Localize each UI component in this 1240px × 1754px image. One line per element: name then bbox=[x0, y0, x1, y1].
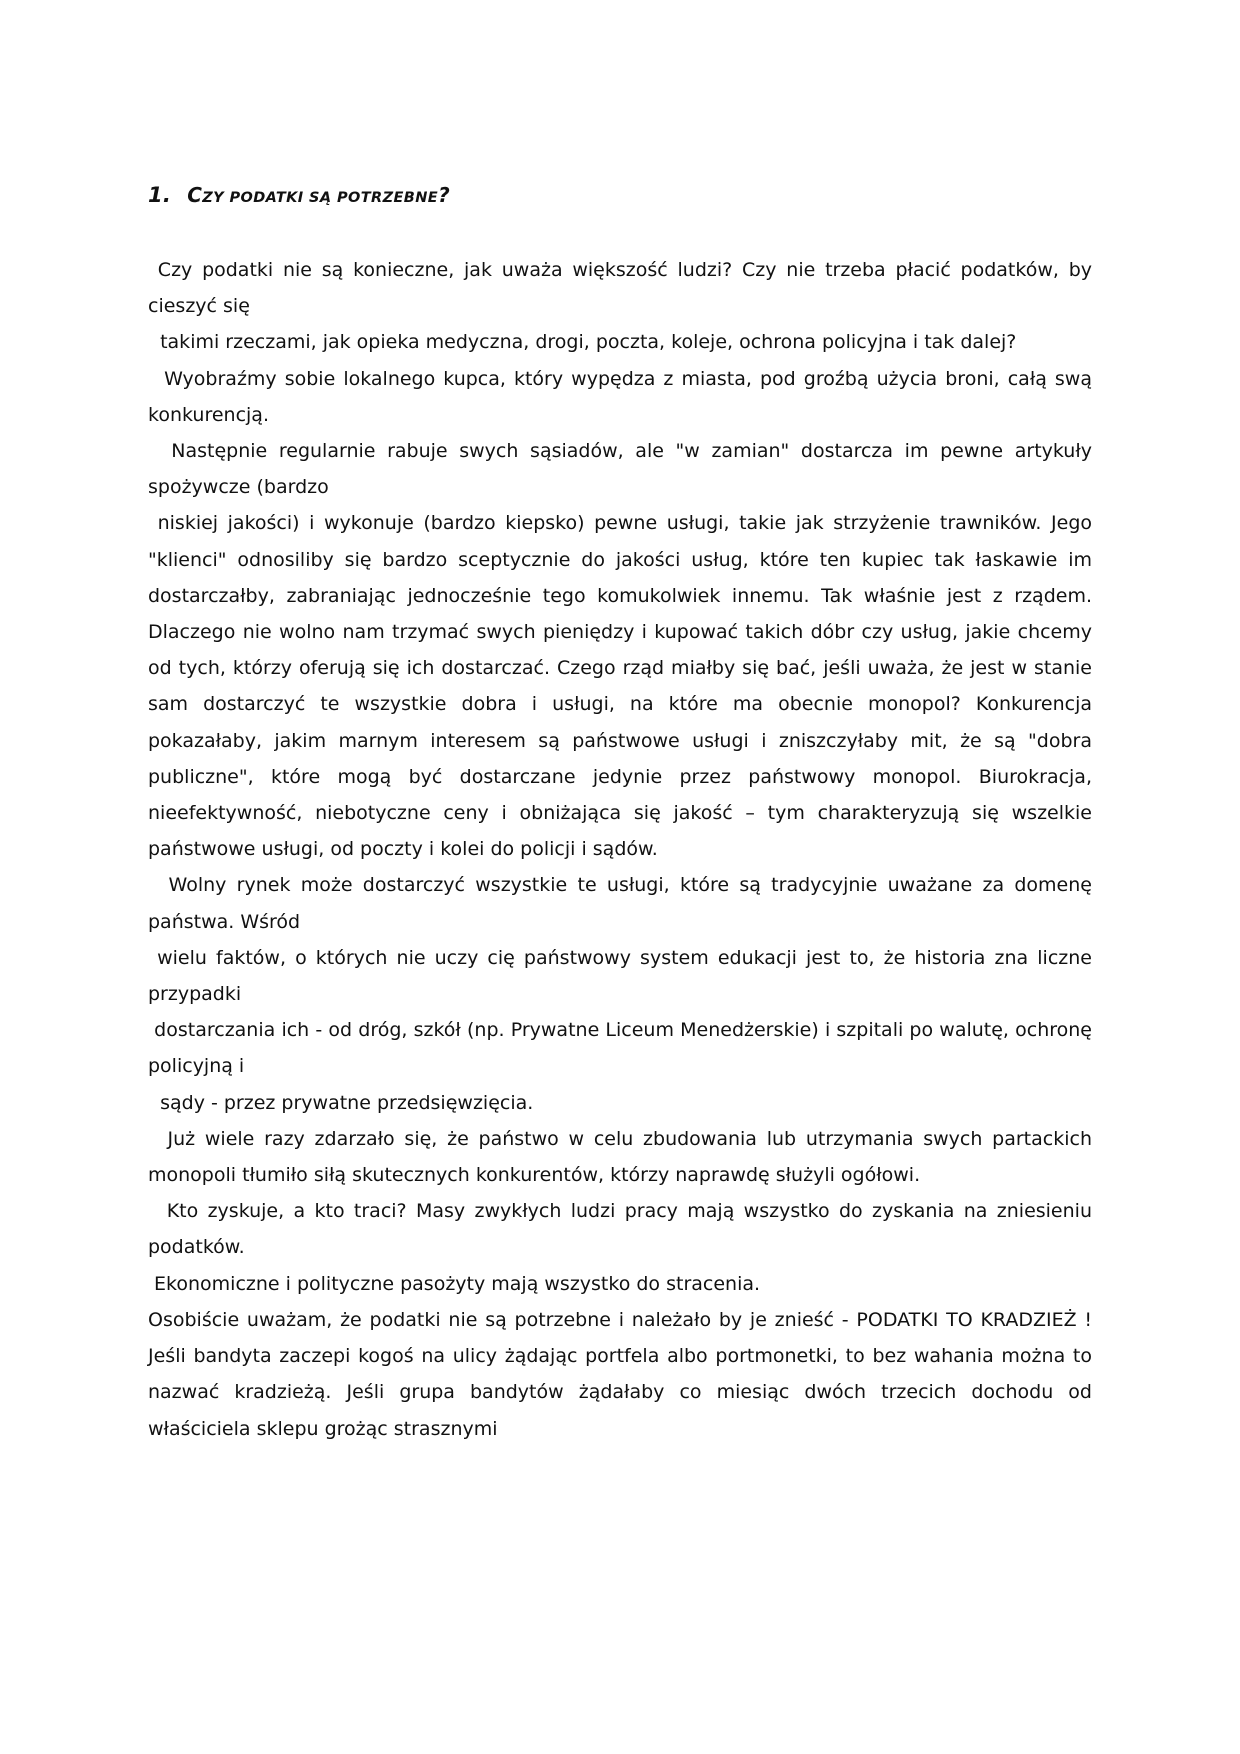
paragraph: Kto zyskuje, a kto traci? Masy zwykłych ludzi pracy mają wszystko do zyskania na zniesieniu podatków. bbox=[148, 1200, 1099, 1259]
paragraph: dostarczania ich - od dróg, szkół (np. Prywatne Liceum Menedżerskie) i szpitali po walutę, ochronę policyjną i bbox=[148, 1019, 1099, 1078]
section-heading bbox=[148, 183, 450, 207]
paragraph: Czy podatki nie są konieczne, jak uważa większość ludzi? Czy nie trzeba płacić podatków, by cieszyć się bbox=[148, 259, 1099, 318]
paragraph: Już wiele razy zdarzało się, że państwo w celu zbudowania lub utrzymania swych partackich monopoli tłumiło siłą skutecznych konkurentów, którzy naprawdę służyli ogółowi. bbox=[148, 1127, 1099, 1187]
paragraph: Wolny rynek może dostarczyć wszystkie te usługi, które są tradycyjnie uważane za domenę państwa. Wśród bbox=[148, 874, 1099, 933]
paragraph: takimi rzeczami, jak opieka medyczna, drogi, poczta, koleje, ochrona policyjna i tak dalej? bbox=[148, 331, 1017, 354]
heading-number: 1. bbox=[148, 183, 172, 207]
paragraph: Następnie regularnie rabuje swych sąsiadów, ale "w zamian" dostarcza im pewne artykuły spożywcze (bardzo bbox=[148, 440, 1099, 499]
heading-title-initial: C bbox=[187, 183, 203, 207]
body-text bbox=[148, 252, 1099, 1447]
paragraph: Osobiście uważam, że podatki nie są potrzebne i należało by je znieść - PODATKI TO KRADZIEŻ ! Jeśli bandyta zaczepi kogoś na ulicy żądając portfela albo portmonetki, to bez wahania można to nazwać kradzieżą. Jeśli grupa bandytów żądałaby co miesiąc dwóch trzecich dochodu od właściciela sklepu grożąc strasznymi bbox=[148, 1308, 1099, 1440]
paragraph: Wyobraźmy sobie lokalnego kupca, który wypędza z miasta, pod groźbą użycia broni, całą swą konkurencją. bbox=[148, 367, 1099, 426]
paragraph: wielu faktów, o których nie uczy cię państwowy system edukacji jest to, że historia zna liczne przypadki bbox=[148, 946, 1099, 1006]
paragraph: Ekonomiczne i polityczne pasożyty mają wszystko do stracenia. bbox=[148, 1272, 761, 1295]
heading-title-question-mark: ? bbox=[438, 183, 450, 207]
paragraph: sądy - przez prywatne przedsięwzięcia. bbox=[148, 1091, 534, 1114]
paragraph: niskiej jakości) i wykonuje (bardzo kiepsko) pewne usługi, takie jak strzyżenie trawników. Jego "klienci" odnosiliby się bardzo sceptycznie do jakości usług, które ten kupiec tak łaskawie im dostarczałby, zabraniając jednocześnie tego komukolwiek innemu. Tak właśnie jest z rządem. Dlaczego nie wolno nam trzymać swych pieniędzy i kupować takich dóbr czy usług, jakie chcemy od tych, którzy oferują się ich dostarczać. Czego rząd miałby się bać, jeśli uważa, że jest w stanie sam dostarczyć te wszystkie dobra i usługi, na które ma obecnie monopol? Konkurencja pokazałaby, jakim marnym interesem są państwowe usługi i zniszczyłaby mit, że są "dobra publiczne", które mogą być dostarczane jedynie przez państwowy monopol. Biurokracja, nieefektywność, niebotyczne ceny i obniżająca się jakość – tym charakteryzują się wszelkie państwowe usługi, od poczty i kolei do policji i sądów. bbox=[148, 512, 1099, 861]
heading-title-smallcaps: ZY PODATKI SĄ POTRZEBNE bbox=[202, 190, 439, 206]
